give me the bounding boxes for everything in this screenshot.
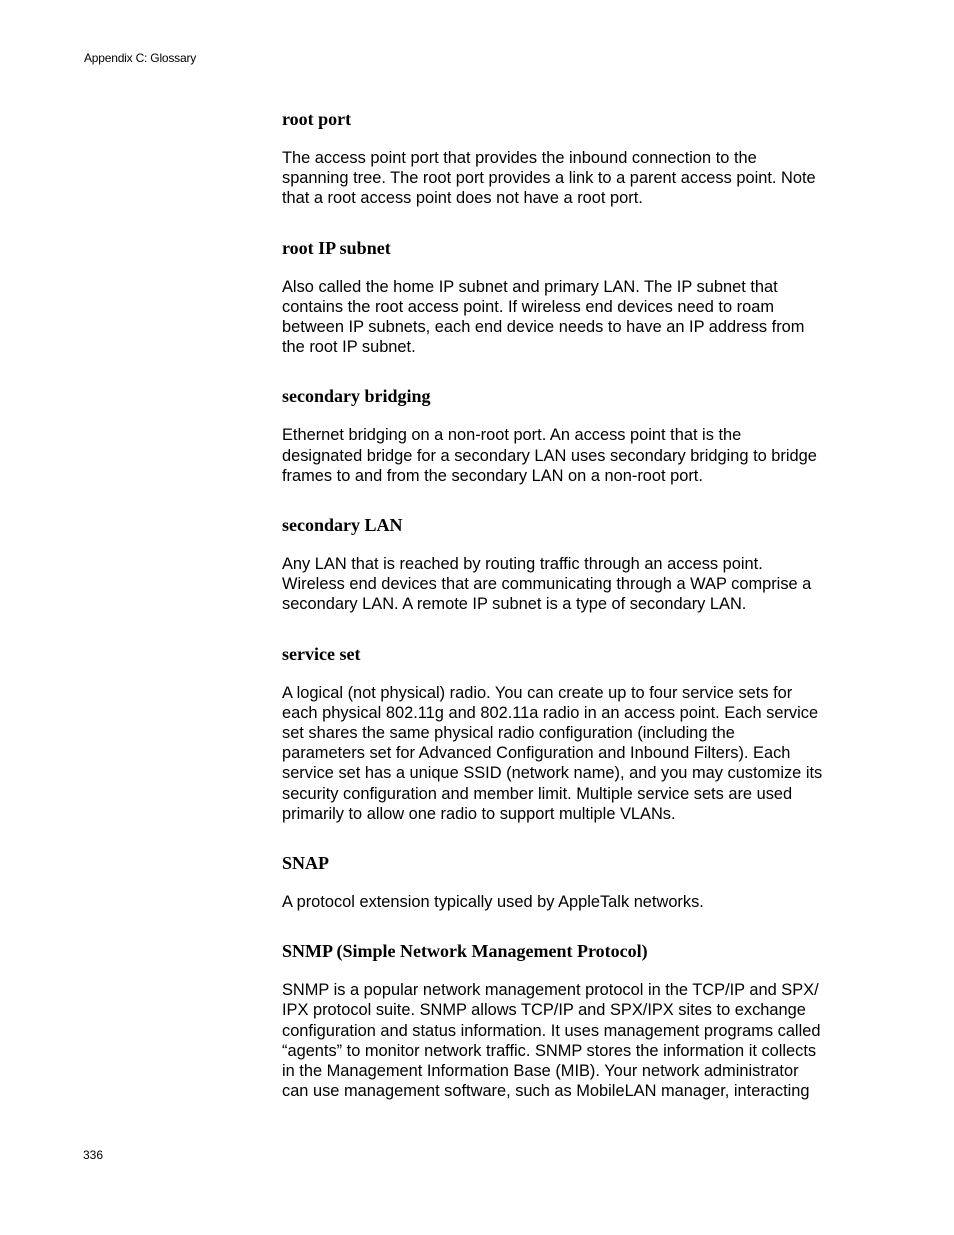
- glossary-content: [282, 109, 852, 1130]
- glossary-entry-secondary-bridging: [282, 386, 852, 486]
- glossary-term: SNAP: [282, 853, 330, 874]
- glossary-term: root IP subnet: [282, 237, 391, 258]
- glossary-term: secondary bridging: [282, 386, 431, 407]
- glossary-term: secondary LAN: [282, 515, 403, 536]
- glossary-definition: SNMP is a popular network management protocol in the TCP/IP and SPX/ IPX protocol suite. SNMP allows TCP/IP and SPX/IPX sites to exchange configuration and status information. It uses management programs called “agents” to monitor network traffic. SNMP stores the information it collects in the Management Information Base (MIB). Your network administrator can use management software, such as MobileLAN manager, interacting: [282, 981, 821, 1101]
- glossary-entry-service-set: [282, 644, 852, 824]
- glossary-definition: A logical (not physical) radio. You can create up to four service sets for each physical 802.11g and 802.11a radio in an access point. Each service set shares the same physical radio configuration (including the parameters set for Advanced Configuration and Inbound Filters). Each service set has a unique SSID (network name), and you may customize its security configuration and member limit. Multiple service sets are used primarily to allow one radio to support multiple VLANs.: [282, 683, 823, 823]
- glossary-entry-root-port: [282, 109, 852, 209]
- glossary-definition: Ethernet bridging on a non-root port. An access point that is the designated bridge for a secondary LAN uses secondary bridging to bridge frames to and from the secondary LAN on a non-root port.: [282, 426, 817, 485]
- glossary-entry-secondary-lan: [282, 515, 852, 615]
- running-header: Appendix C: Glossary: [84, 51, 197, 65]
- page-number: 336: [83, 1148, 104, 1162]
- glossary-term: SNMP (Simple Network Management Protocol): [282, 941, 648, 962]
- glossary-term: service set: [282, 643, 361, 664]
- glossary-entry-snap: [282, 853, 852, 912]
- glossary-definition: The access point port that provides the inbound connection to the spanning tree. The root port provides a link to a parent access point. Note that a root access point does not have a root port.: [282, 149, 816, 208]
- glossary-entry-root-ip-subnet: [282, 238, 852, 358]
- glossary-definition: A protocol extension typically used by AppleTalk networks.: [282, 893, 704, 912]
- glossary-definition: Also called the home IP subnet and primary LAN. The IP subnet that contains the root access point. If wireless end devices need to roam between IP subnets, each end device needs to have an IP address from the root IP subnet.: [282, 277, 805, 357]
- glossary-definition: Any LAN that is reached by routing traffic through an access point. Wireless end devices that are communicating through a WAP comprise a secondary LAN. A remote IP subnet is a type of secondary LAN.: [282, 555, 812, 614]
- glossary-term: root port: [282, 109, 352, 129]
- glossary-entry-snmp: [282, 941, 852, 1101]
